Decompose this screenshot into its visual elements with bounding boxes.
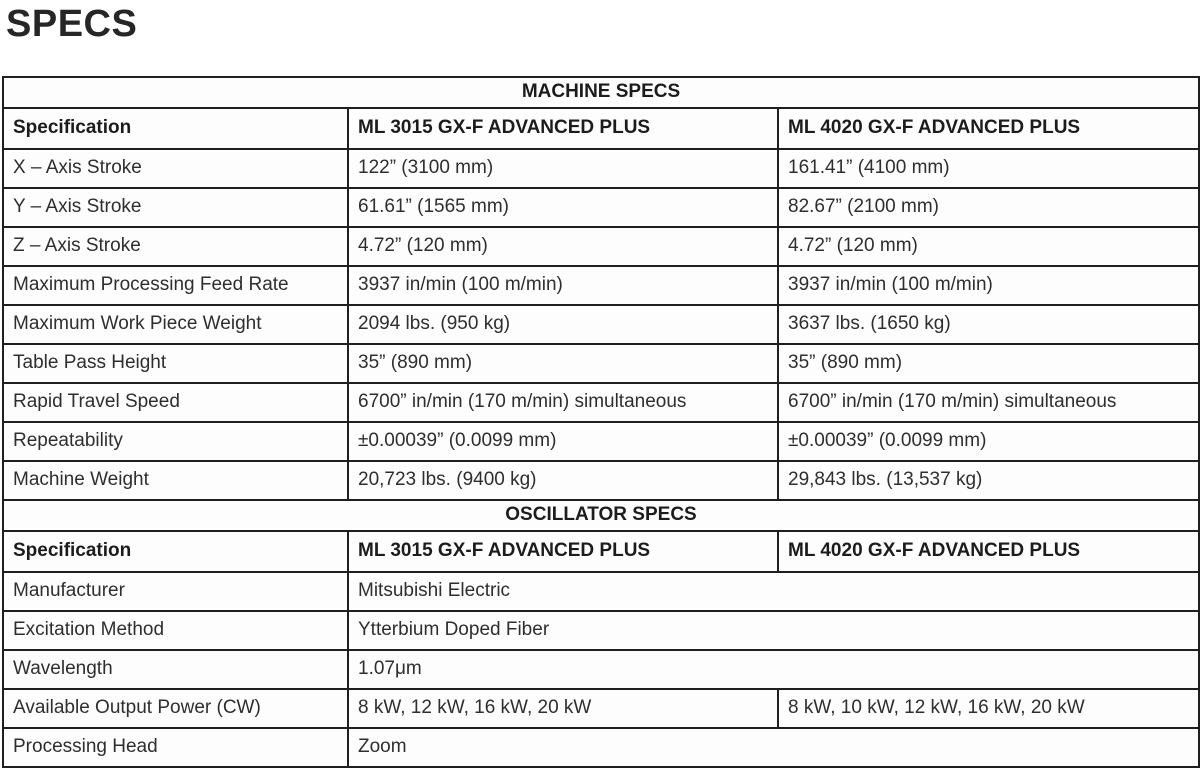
spec-label-cell: Maximum Processing Feed Rate [3, 266, 348, 305]
table-section-header-machine [3, 77, 1199, 108]
spec-label-cell: Excitation Method [3, 611, 348, 650]
spec-value-ml4020-cell: 6700” in/min (170 m/min) simultaneous [778, 383, 1199, 422]
specs-table [2, 76, 1200, 768]
spec-label-cell: Wavelength [3, 650, 348, 689]
table-row [3, 149, 1199, 188]
spec-value-ml4020-cell: 82.67” (2100 mm) [778, 188, 1199, 227]
spec-value-ml3015-cell: 4.72” (120 mm) [348, 227, 778, 266]
spec-label-cell: Maximum Work Piece Weight [3, 305, 348, 344]
table-row [3, 689, 1199, 728]
spec-label-cell: Y – Axis Stroke [3, 188, 348, 227]
spec-value-ml4020-cell: 29,843 lbs. (13,537 kg) [778, 461, 1199, 500]
column-header-ml3015: ML 3015 GX-F ADVANCED PLUS [348, 108, 778, 149]
column-header-ml4020: ML 4020 GX-F ADVANCED PLUS [778, 531, 1199, 572]
table-row [3, 305, 1199, 344]
table-section-header-oscillator [3, 500, 1199, 531]
spec-label-cell: Manufacturer [3, 572, 348, 611]
oscillator-column-header-row [3, 531, 1199, 572]
spec-merged-value-cell: 1.07μm [348, 650, 1199, 689]
table-row [3, 572, 1199, 611]
spec-value-ml3015-cell: 3937 in/min (100 m/min) [348, 266, 778, 305]
spec-label-cell: Machine Weight [3, 461, 348, 500]
spec-merged-value-cell: Ytterbium Doped Fiber [348, 611, 1199, 650]
section-title-oscillator-specs: OSCILLATOR SPECS [3, 500, 1199, 531]
spec-label-cell: Table Pass Height [3, 344, 348, 383]
spec-value-ml3015-cell: 122” (3100 mm) [348, 149, 778, 188]
spec-value-ml4020-cell: 161.41” (4100 mm) [778, 149, 1199, 188]
column-header-ml4020: ML 4020 GX-F ADVANCED PLUS [778, 108, 1199, 149]
table-row [3, 422, 1199, 461]
spec-label-cell: X – Axis Stroke [3, 149, 348, 188]
table-row [3, 461, 1199, 500]
column-header-ml3015: ML 3015 GX-F ADVANCED PLUS [348, 531, 778, 572]
spec-value-ml3015-cell: 2094 lbs. (950 kg) [348, 305, 778, 344]
table-row [3, 266, 1199, 305]
spec-label-cell: Z – Axis Stroke [3, 227, 348, 266]
spec-merged-value-cell: Mitsubishi Electric [348, 572, 1199, 611]
spec-value-ml3015-cell: 35” (890 mm) [348, 344, 778, 383]
table-row [3, 650, 1199, 689]
table-row [3, 383, 1199, 422]
machine-column-header-row [3, 108, 1199, 149]
spec-value-ml3015-cell: 6700” in/min (170 m/min) simultaneous [348, 383, 778, 422]
spec-value-ml3015-cell: 61.61” (1565 mm) [348, 188, 778, 227]
table-row [3, 611, 1199, 650]
table-row [3, 227, 1199, 266]
spec-value-ml3015-cell: 8 kW, 12 kW, 16 kW, 20 kW [348, 689, 778, 728]
spec-value-ml3015-cell: ±0.00039” (0.0099 mm) [348, 422, 778, 461]
spec-label-cell: Rapid Travel Speed [3, 383, 348, 422]
spec-label-cell: Processing Head [3, 728, 348, 767]
spec-value-ml4020-cell: 8 kW, 10 kW, 12 kW, 16 kW, 20 kW [778, 689, 1199, 728]
spec-value-ml3015-cell: 20,723 lbs. (9400 kg) [348, 461, 778, 500]
table-row [3, 344, 1199, 383]
column-header-specification: Specification [3, 531, 348, 572]
spec-value-ml4020-cell: ±0.00039” (0.0099 mm) [778, 422, 1199, 461]
spec-merged-value-cell: Zoom [348, 728, 1199, 767]
table-row [3, 728, 1199, 767]
section-title-machine-specs: MACHINE SPECS [3, 77, 1199, 108]
spec-label-cell: Available Output Power (CW) [3, 689, 348, 728]
spec-value-ml4020-cell: 3937 in/min (100 m/min) [778, 266, 1199, 305]
spec-label-cell: Repeatability [3, 422, 348, 461]
table-row [3, 188, 1199, 227]
column-header-specification: Specification [3, 108, 348, 149]
spec-value-ml4020-cell: 35” (890 mm) [778, 344, 1199, 383]
spec-value-ml4020-cell: 3637 lbs. (1650 kg) [778, 305, 1199, 344]
spec-value-ml4020-cell: 4.72” (120 mm) [778, 227, 1199, 266]
page-title: SPECS [6, 3, 138, 45]
